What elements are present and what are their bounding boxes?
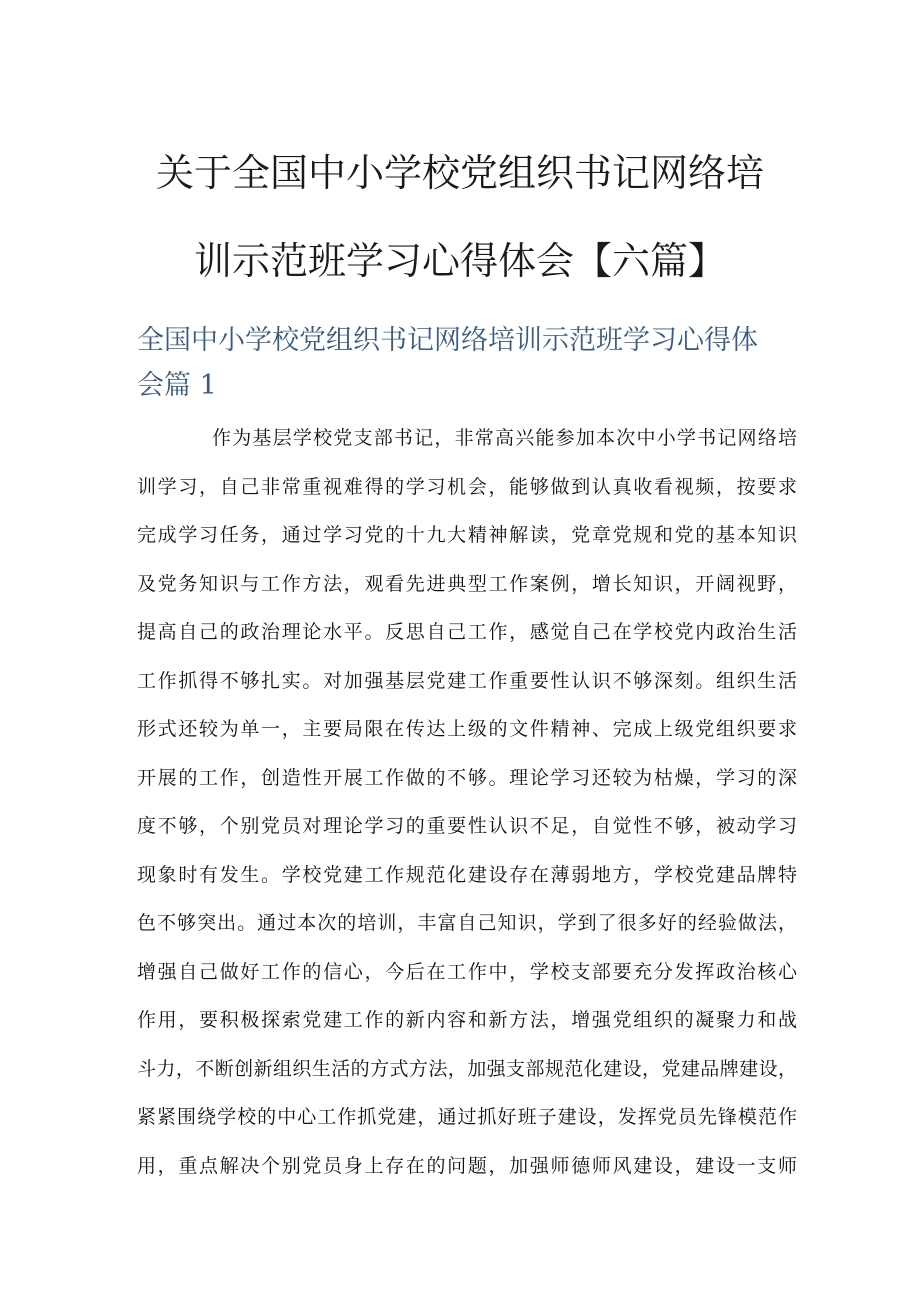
body-line-8: 开展的工作，创造性开展工作做的不够。理论学习还较为枯燥，学习的深 [137,766,797,789]
section-heading-line-1: 全国中小学校党组织书记网络培训示范班学习心得体 [137,325,758,356]
body-line-14: 斗力，不断创新组织生活的方式方法，加强支部规范化建设，党建品牌建设， [137,1057,797,1080]
body-line-9: 度不够，个别党员对理论学习的重要性认识不足，自觉性不够，被动学习 [137,815,797,837]
body-line-6: 工作抓得不够扎实。对加强基层党建工作重要性认识不够深刻。组织生活 [137,669,797,692]
document-title-line-2: 训示范班学习心得体会【六篇】 [193,239,726,283]
document-title-line-1: 关于全国中小学校党组织书记网络培 [155,151,764,195]
body-line-11: 色不够突出。通过本次的培训，丰富自己知识，学到了很多好的经验做法， [137,912,797,934]
body-line-16: 用，重点解决个别党员身上存在的问题，加强师德师风建设，建设一支师 [137,1154,797,1177]
body-line-10: 现象时有发生。学校党建工作规范化建设存在薄弱地方，学校党建品牌特 [137,863,797,886]
body-line-1: 作为基层学校党支部书记，非常高兴能参加本次中小学书记网络培 [212,427,797,449]
body-paragraph [137,420,797,1196]
body-line-13: 作用，要积极探索党建工作的新内容和新方法，增强党组织的凝聚力和战 [137,1009,797,1031]
section-heading [137,318,797,408]
body-line-12: 增强自己做好工作的信心，今后在工作中，学校支部要充分发挥政治核心 [137,960,797,983]
body-line-5: 提高自己的政治理论水平。反思自己工作，感觉自己在学校党内政治生活 [137,621,797,643]
body-line-2: 训学习，自己非常重视难得的学习机会，能够做到认真收看视频，按要求 [137,475,797,498]
body-line-3: 完成学习任务，通过学习党的十九大精神解读，党章党规和党的基本知识 [137,524,797,546]
body-line-4: 及党务知识与工作方法，观看先进典型工作案例，增长知识，开阔视野， [137,572,797,595]
section-heading-line-2: 会篇 1 [137,370,217,401]
body-line-15: 紧紧围绕学校的中心工作抓党建，通过抓好班子建设，发挥党员先锋模范作 [137,1106,797,1128]
body-line-7: 形式还较为单一，主要局限在传达上级的文件精神、完成上级党组织要求 [137,718,797,740]
